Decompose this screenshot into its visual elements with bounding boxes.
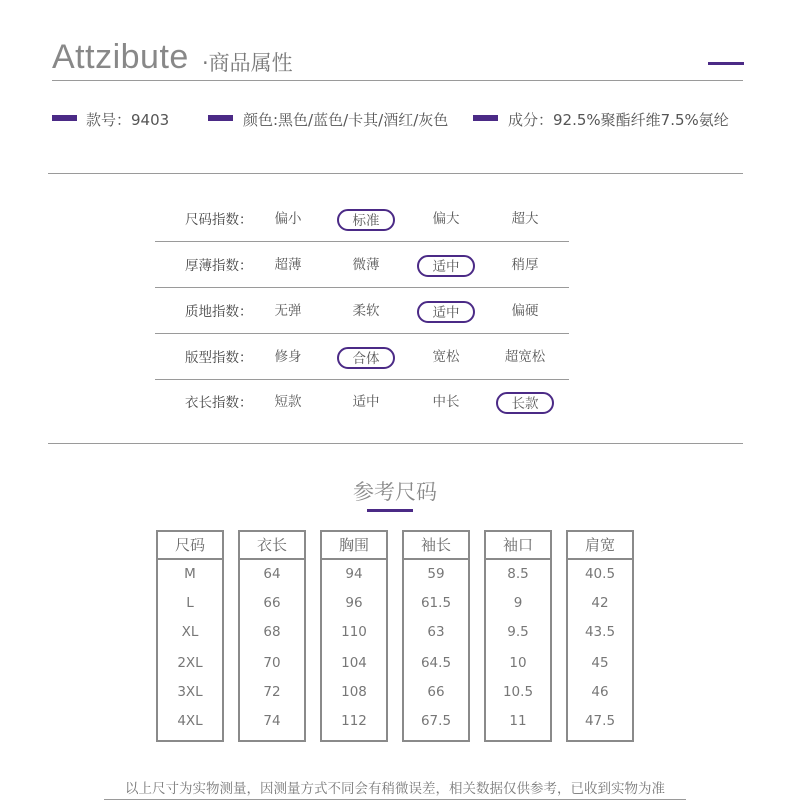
size-cell: 59: [427, 566, 445, 582]
size-column: [238, 530, 306, 742]
indicator-option: 超宽松: [504, 349, 546, 365]
size-table-title: 参考尺码: [353, 480, 437, 504]
size-column-header: 衣长: [240, 532, 304, 560]
indicator-option: 微薄: [352, 257, 380, 273]
size-cell: 4XL: [177, 713, 203, 729]
size-title-accent: [367, 509, 413, 512]
size-cell: 70: [263, 655, 281, 671]
indicator-option: 偏小: [274, 211, 302, 227]
attr-marker-color: [208, 115, 233, 121]
size-cell: 40.5: [584, 566, 616, 582]
size-cell: 110: [341, 624, 367, 640]
indicator-option-selected: 适中: [417, 255, 475, 277]
header-divider: [52, 80, 743, 81]
size-cell: 3XL: [177, 684, 203, 700]
size-column: [156, 530, 224, 742]
size-cell: 11: [509, 713, 527, 729]
size-cell: 45: [591, 655, 609, 671]
indicator-row: [155, 198, 569, 242]
indicator-label: 尺码指数：: [185, 212, 253, 228]
attributes-divider: [48, 173, 743, 174]
size-cell: 46: [591, 684, 609, 700]
size-cell: 72: [263, 684, 281, 700]
size-cell: M: [184, 566, 196, 582]
attr-material: 成分：92.5%聚酯纤维7.5%氨纶: [508, 111, 729, 129]
section-title-cn: ·商品属性: [202, 51, 293, 75]
indicator-row-divider: [155, 379, 569, 380]
size-column: [484, 530, 552, 742]
indicator-label: 厚薄指数：: [185, 258, 253, 274]
size-cell: 63: [427, 624, 445, 640]
indicator-row: [155, 336, 569, 380]
indicator-option: 柔软: [352, 303, 380, 319]
indicator-option-selected: 标准: [337, 209, 395, 231]
indicator-row-divider: [155, 333, 569, 334]
indicator-label: 版型指数：: [185, 350, 253, 366]
indicator-option: 无弹: [274, 303, 302, 319]
size-cell: 10.5: [502, 684, 534, 700]
indicator-option: 短款: [274, 394, 302, 410]
size-cell: 66: [263, 595, 281, 611]
size-cell: 108: [341, 684, 367, 700]
size-cell: 64.5: [420, 655, 452, 671]
attr-colors: 颜色:黑色/蓝色/卡其/酒红/灰色: [243, 111, 449, 129]
size-cell: XL: [181, 624, 199, 640]
title-accent-bar: [708, 62, 744, 65]
size-column: [402, 530, 470, 742]
size-cell: 42: [591, 595, 609, 611]
indicator-label: 质地指数：: [185, 304, 253, 320]
note-underline: [104, 799, 686, 800]
attr-marker-style: [52, 115, 77, 121]
size-cell: 47.5: [584, 713, 616, 729]
size-cell: 61.5: [420, 595, 452, 611]
size-column-header: 肩宽: [568, 532, 632, 560]
attr-marker-material: [473, 115, 498, 121]
indicator-option: 中长: [432, 394, 460, 410]
size-cell: 9: [513, 595, 523, 611]
indicator-option: 偏大: [432, 211, 460, 227]
size-cell: L: [186, 595, 194, 611]
indicator-row: [155, 290, 569, 334]
size-cell: 112: [341, 713, 367, 729]
size-cell: 64: [263, 566, 281, 582]
indicator-label: 衣长指数：: [185, 395, 253, 411]
indicator-option: 修身: [274, 349, 302, 365]
size-cell: 67.5: [420, 713, 452, 729]
size-cell: 66: [427, 684, 445, 700]
section-title-en: Attzibute: [52, 38, 189, 76]
size-cell: 68: [263, 624, 281, 640]
size-column-header: 尺码: [158, 532, 222, 560]
size-cell: 2XL: [177, 655, 203, 671]
measurement-note: 以上尺寸为实物测量，因测量方式不同会有稍微误差，相关数据仅供参考，已收到实物为准: [125, 781, 665, 797]
attr-style-number: 款号：9403: [86, 111, 170, 129]
indicator-option: 稍厚: [511, 257, 539, 273]
size-cell: 43.5: [584, 624, 616, 640]
size-column-header: 袖长: [404, 532, 468, 560]
indicator-row-divider: [155, 287, 569, 288]
size-cell: 96: [345, 595, 363, 611]
size-cell: 74: [263, 713, 281, 729]
size-cell: 8.5: [507, 566, 529, 582]
size-cell: 10: [509, 655, 527, 671]
indicator-option: 适中: [352, 394, 380, 410]
indicator-option-selected: 适中: [417, 301, 475, 323]
size-column: [566, 530, 634, 742]
size-cell: 94: [345, 566, 363, 582]
size-column-header: 胸围: [322, 532, 386, 560]
size-column: [320, 530, 388, 742]
indicator-option-selected: 合体: [337, 347, 395, 369]
size-cell: 104: [341, 655, 367, 671]
indicator-row: [155, 244, 569, 288]
size-column-header: 袖口: [486, 532, 550, 560]
indicator-option: 超大: [511, 211, 539, 227]
indicator-option: 偏硬: [511, 303, 539, 319]
indicator-option: 超薄: [274, 257, 302, 273]
size-cell: 9.5: [507, 624, 529, 640]
indicator-option: 宽松: [432, 349, 460, 365]
indicator-row: [155, 381, 569, 425]
indicator-option-selected: 长款: [496, 392, 554, 414]
indicators-divider: [48, 443, 743, 444]
indicator-row-divider: [155, 241, 569, 242]
